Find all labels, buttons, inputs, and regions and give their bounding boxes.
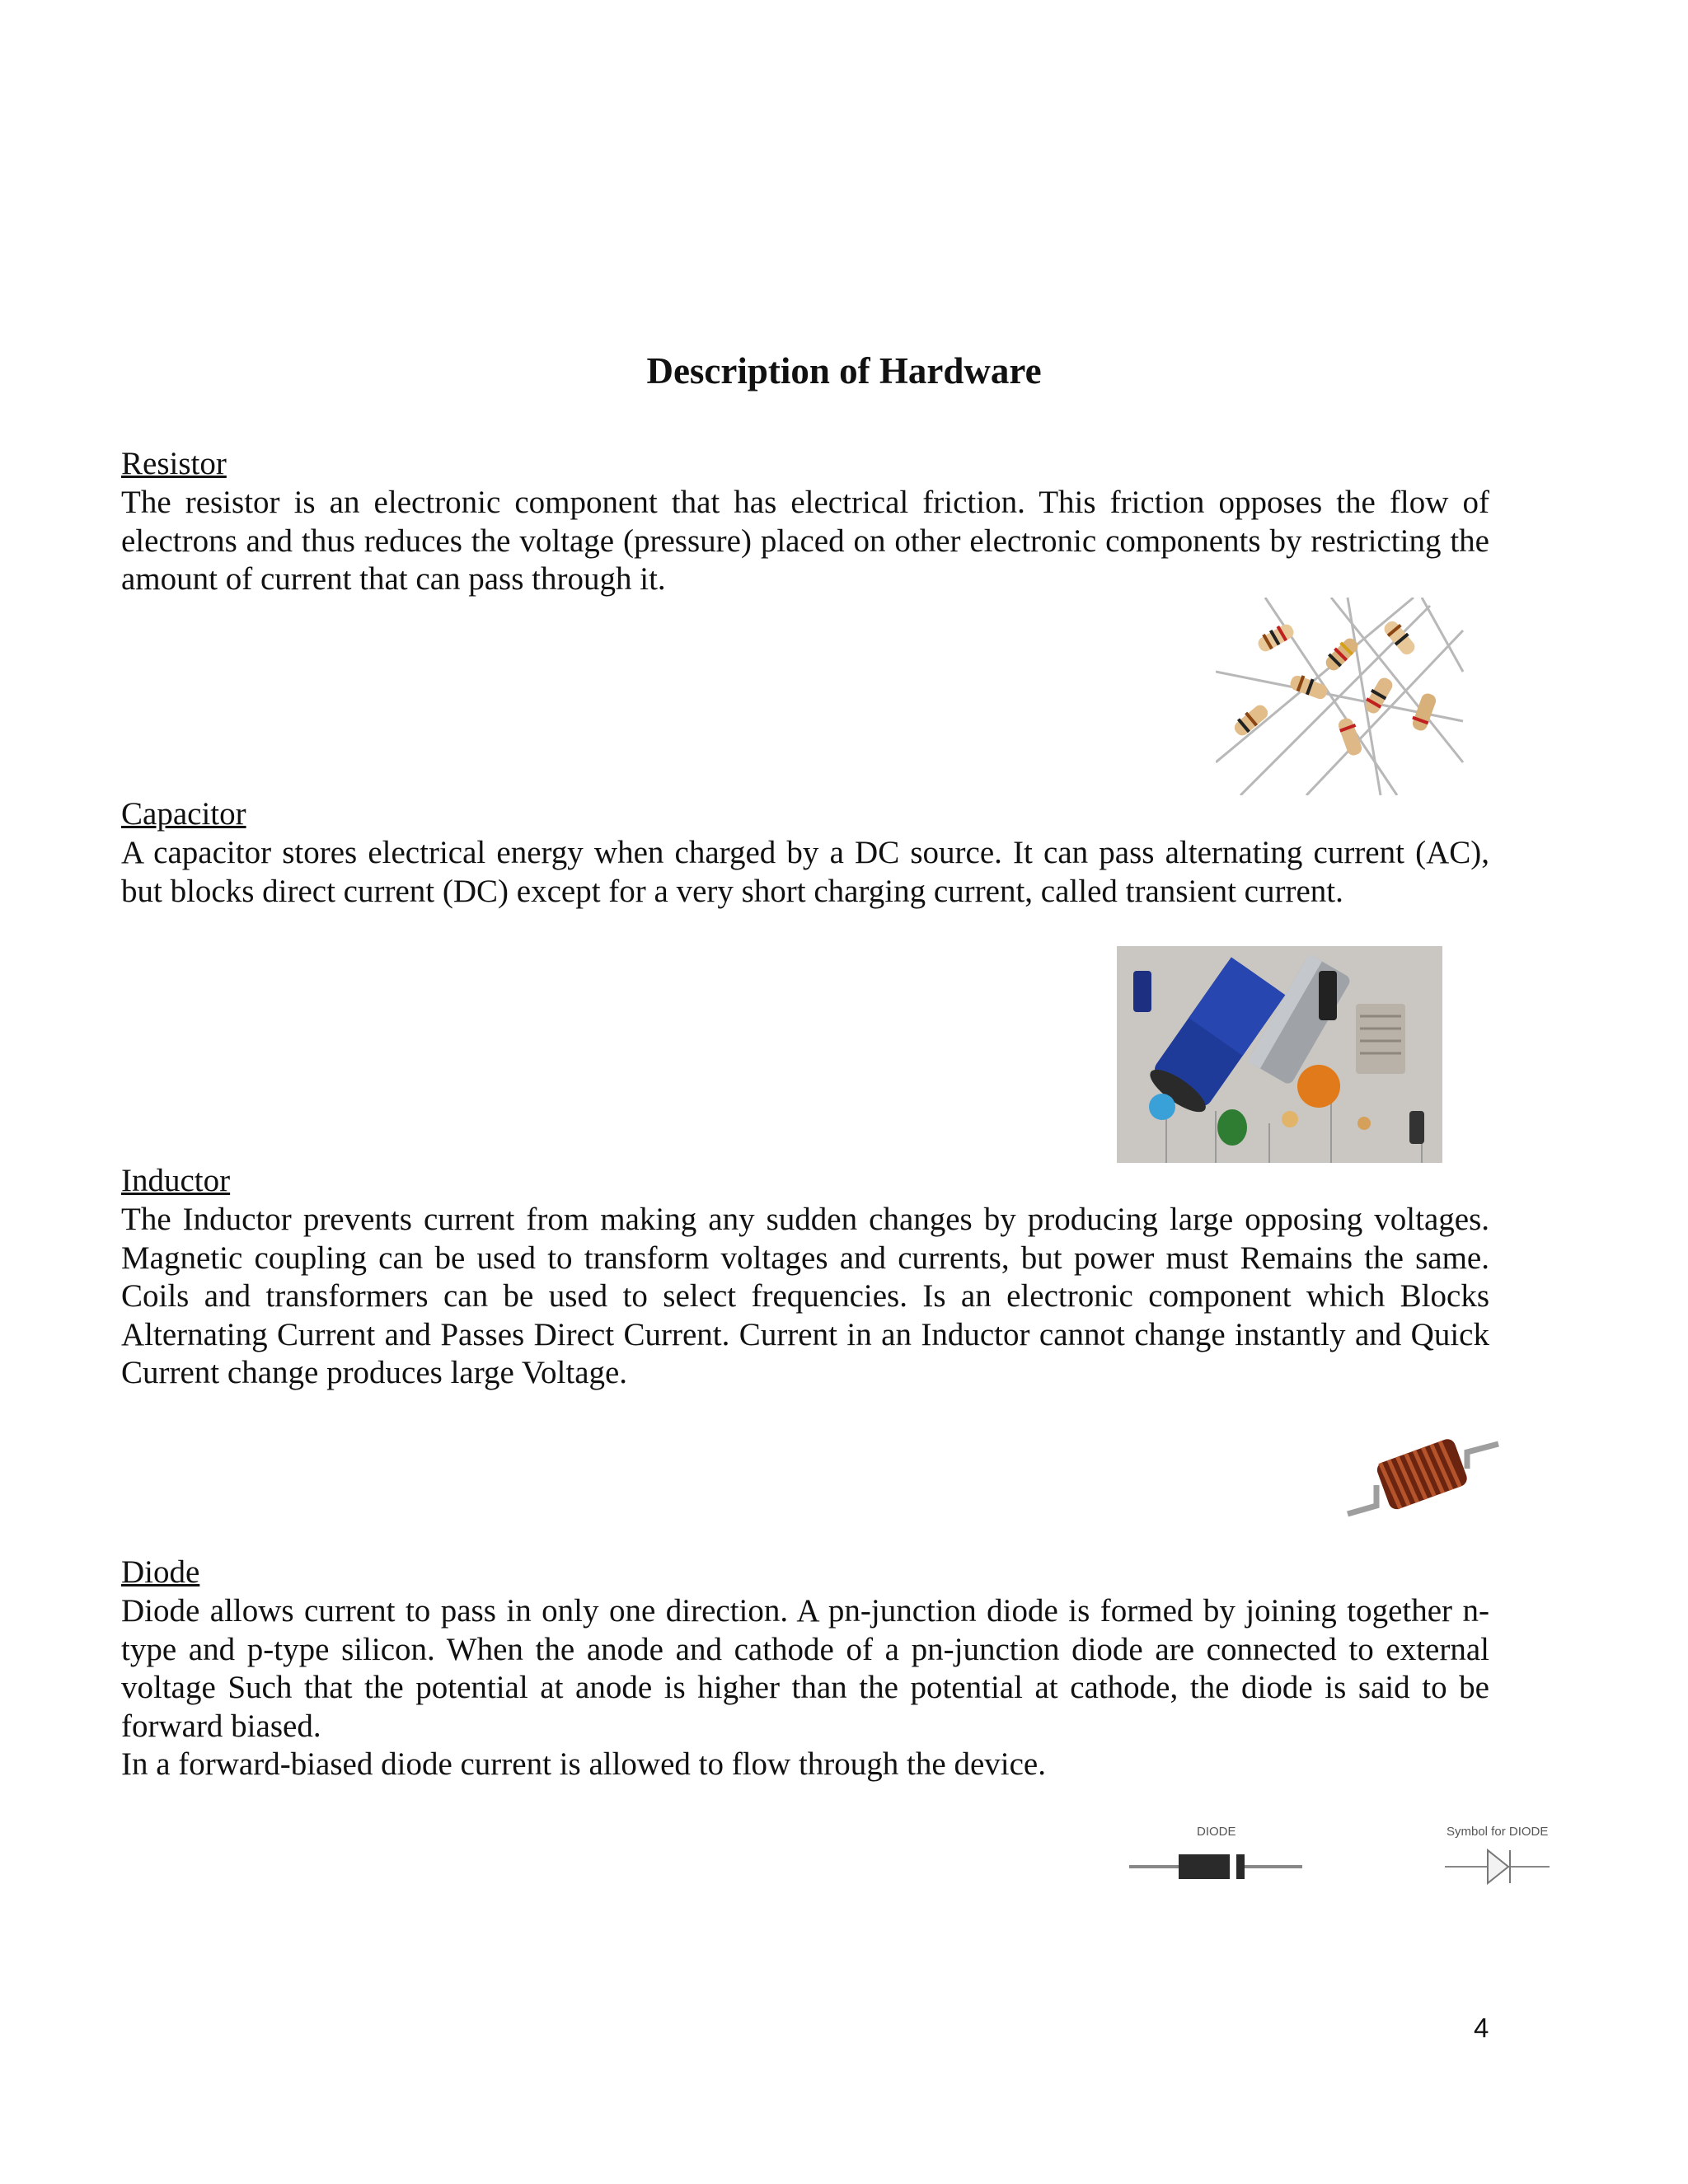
diode-symbol-icon bbox=[1445, 1825, 1550, 1883]
inductor-heading: Inductor bbox=[121, 1163, 231, 1198]
diode-figure-label: DIODE bbox=[1197, 1825, 1236, 1839]
capacitor-heading: Capacitor bbox=[121, 796, 246, 832]
diode-paragraph: Diode allows current to pass in only one direction. A pn-junction diode is formed by joining together n-type and p-type silicon. When the anode and cathode of a pn-junction diode are connected to external voltage Such that the potential at anode is higher than the potential at cathode, the diode is said to be forward biased. bbox=[121, 1593, 1489, 1744]
resistor-image bbox=[1216, 598, 1471, 795]
resistor-paragraph: The resistor is an electronic component that has electrical friction. This friction opposes the flow of electrons and thus reduces the voltage (pressure) placed on other electronic components by restricting the amount of current that can pass through it. bbox=[121, 485, 1489, 597]
diode-symbol-label: Symbol for DIODE bbox=[1447, 1825, 1549, 1839]
diode-drawing bbox=[1129, 1825, 1302, 1879]
inductor-image bbox=[1343, 1419, 1508, 1526]
page-title: Description of Hardware bbox=[646, 350, 1042, 391]
diode-heading: Diode bbox=[121, 1554, 200, 1590]
diode-figure bbox=[1121, 1813, 1558, 1912]
diode-paragraph-2: In a forward-biased diode current is allowed to flow through the device. bbox=[121, 1746, 1046, 1782]
capacitor-image bbox=[1117, 946, 1442, 1163]
resistor-heading: Resistor bbox=[121, 446, 227, 481]
page-number: 4 bbox=[1474, 2013, 1489, 2043]
capacitor-paragraph: A capacitor stores electrical energy when charged by a DC source. It can pass alternating current (AC), but blocks direct current (DC) except for a very short charging current, called transient current. bbox=[121, 835, 1489, 909]
inductor-paragraph: The Inductor prevents current from making any sudden changes by producing large opposing voltages. Magnetic coupling can be used to transform voltages and currents, but power must Remains the same. Coils and transformers can be used to select frequencies. Is an electronic component which Blocks Alternating Current and Passes Direct Current. Current in an Inductor cannot change instantly and Quick Current change produces large Voltage. bbox=[121, 1202, 1489, 1390]
